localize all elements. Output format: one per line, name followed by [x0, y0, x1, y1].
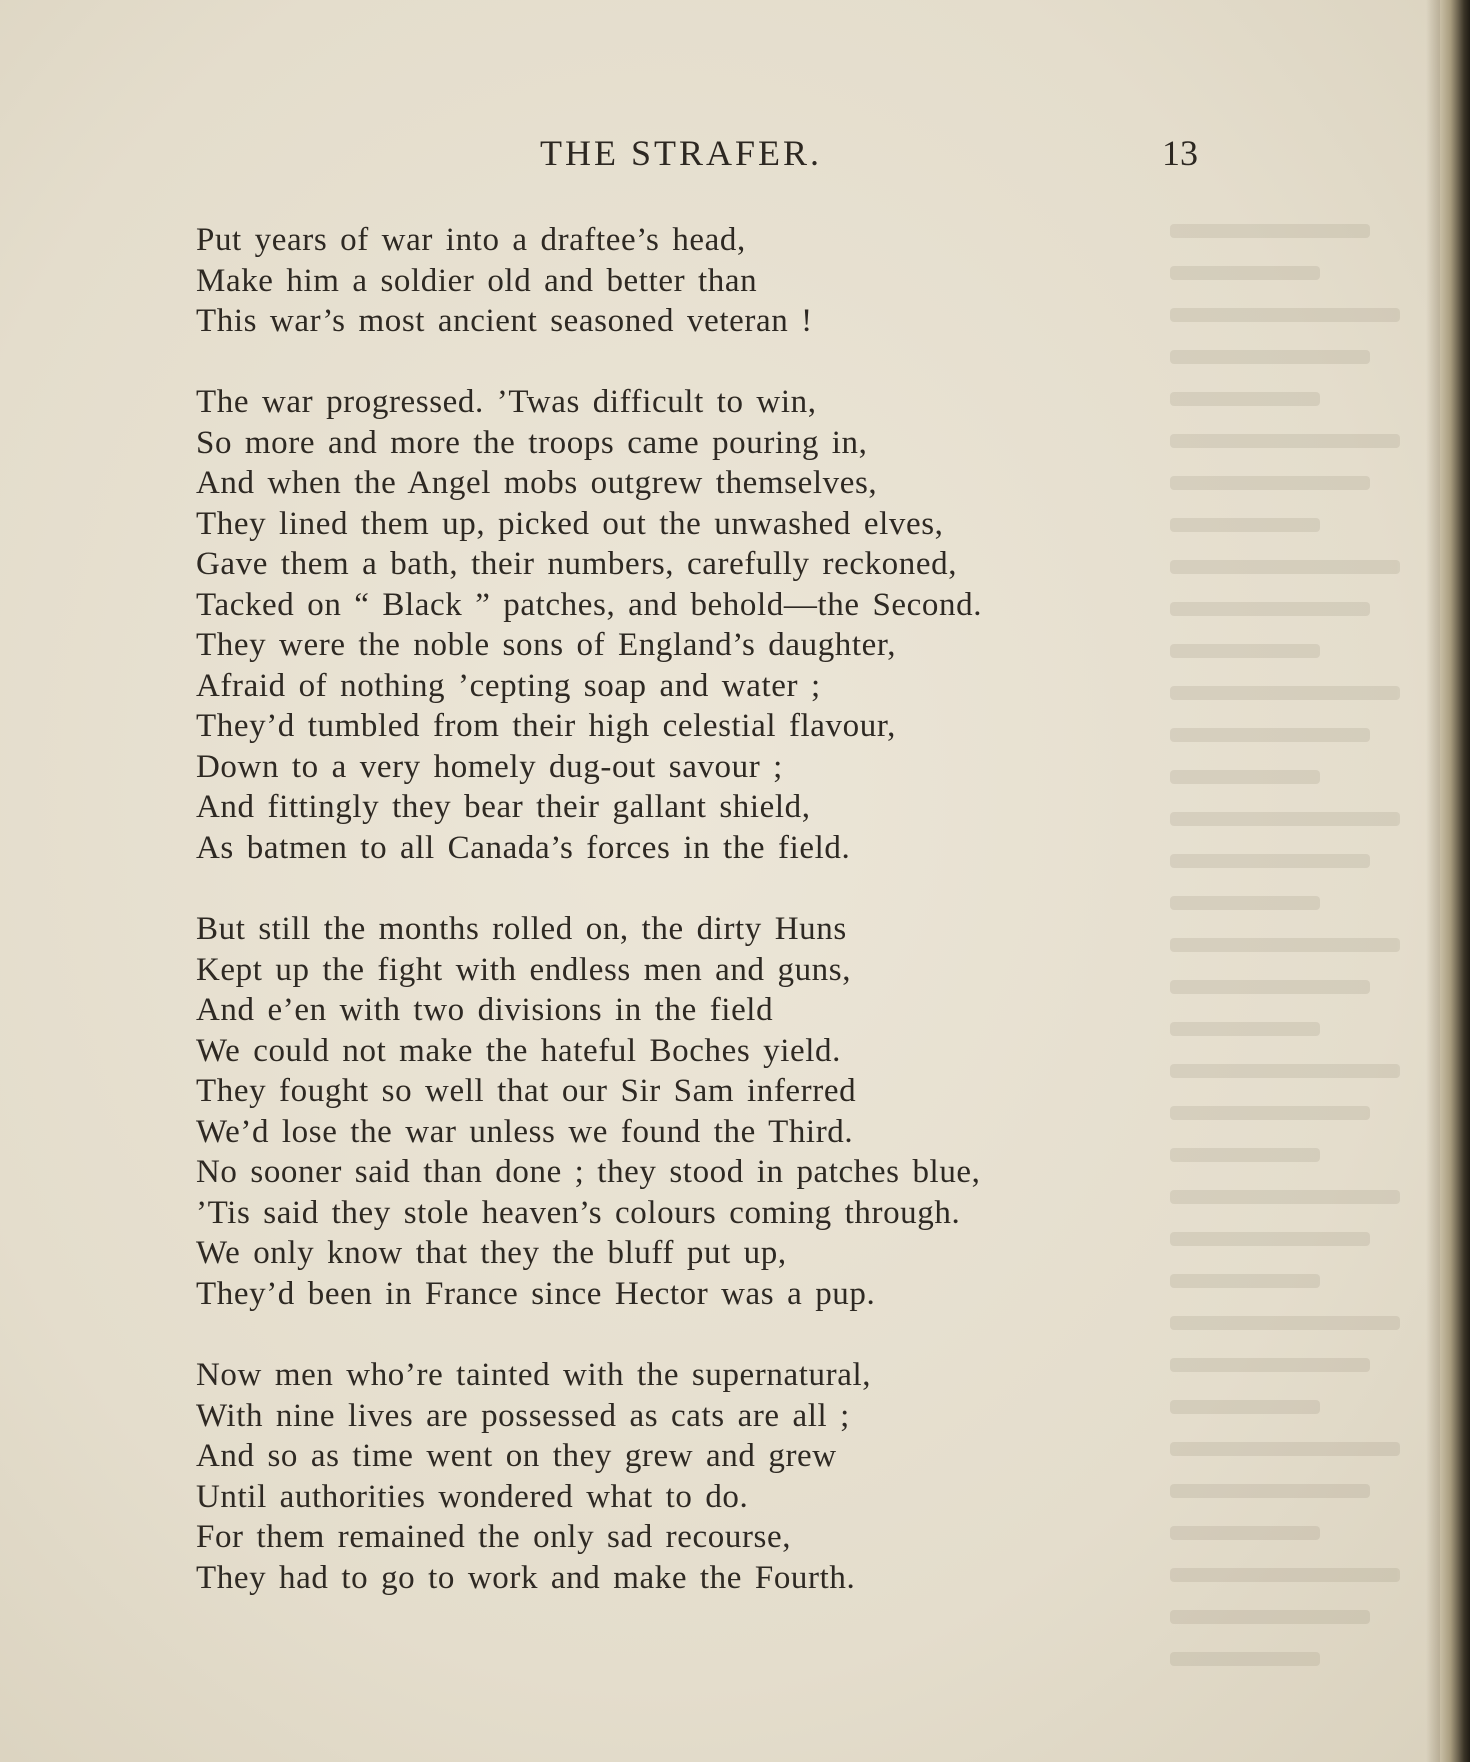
poem-line: The war progressed. ’Twas difficult to win, [196, 384, 817, 420]
poem-line: Put years of war into a draftee’s head, [196, 222, 746, 258]
poem-line: They fought so well that our Sir Sam inferred [196, 1073, 857, 1109]
poem-line: As batmen to all Canada’s forces in the field. [196, 829, 851, 866]
poem-line: And when the Angel mobs outgrew themselves, [196, 465, 878, 501]
page-header [0, 132, 1470, 182]
poem-line: Kept up the fight with endless men and guns, [196, 951, 852, 988]
poem-line: Make him a soldier old and better than [196, 262, 758, 299]
page-number: 13 [1162, 133, 1198, 173]
book-spine-edge [1440, 0, 1470, 1762]
poem-line: Tacked on “ Black ” patches, and behold—the Second. [196, 586, 983, 623]
poem-line: We only know that they the bluff put up, [196, 1235, 787, 1271]
poem-line: We’d lose the war unless we found the Third. [196, 1113, 854, 1150]
poem-line: With nine lives are possessed as cats are all ; [196, 1397, 850, 1434]
poem-line: ’Tis said they stole heaven’s colours coming through. [196, 1194, 961, 1231]
poem-line: Gave them a bath, their numbers, carefully reckoned, [196, 546, 958, 582]
stanza-2 [196, 382, 1256, 868]
poem-line: They’d been in France since Hector was a pup. [196, 1275, 876, 1312]
poem-line: For them remained the only sad recourse, [196, 1519, 792, 1555]
poem-line: No sooner said than done ; they stood in patches blue, [196, 1154, 981, 1190]
running-title: THE STRAFER. [540, 133, 823, 173]
stanza-3 [196, 909, 1256, 1314]
poem-line: Afraid of nothing ’cepting soap and water ; [196, 667, 821, 704]
poem-line: Now men who’re tainted with the supernatural, [196, 1357, 872, 1393]
poem-line: They lined them up, picked out the unwashed elves, [196, 505, 944, 542]
poem-line: Down to a very homely dug-out savour ; [196, 748, 783, 785]
stanza-4 [196, 1355, 1256, 1598]
poem-line: And so as time went on they grew and grew [196, 1438, 837, 1474]
poem-line: And e’en with two divisions in the field [196, 992, 774, 1028]
poem-line: But still the months rolled on, the dirty Huns [196, 911, 847, 947]
poem-line: They had to go to work and make the Fourth. [196, 1559, 856, 1596]
poem-line: They were the noble sons of England’s daughter, [196, 627, 897, 663]
poem-line: We could not make the hateful Boches yield. [196, 1032, 841, 1069]
stanza-1 [196, 220, 1256, 342]
poem-line: This war’s most ancient seasoned veteran ! [196, 303, 813, 339]
poem-line: So more and more the troops came pouring in, [196, 424, 868, 461]
poem-line: And fittingly they bear their gallant shield, [196, 789, 811, 825]
poem-line: They’d tumbled from their high celestial flavour, [196, 708, 896, 744]
poem-line: Until authorities wondered what to do. [196, 1478, 749, 1515]
